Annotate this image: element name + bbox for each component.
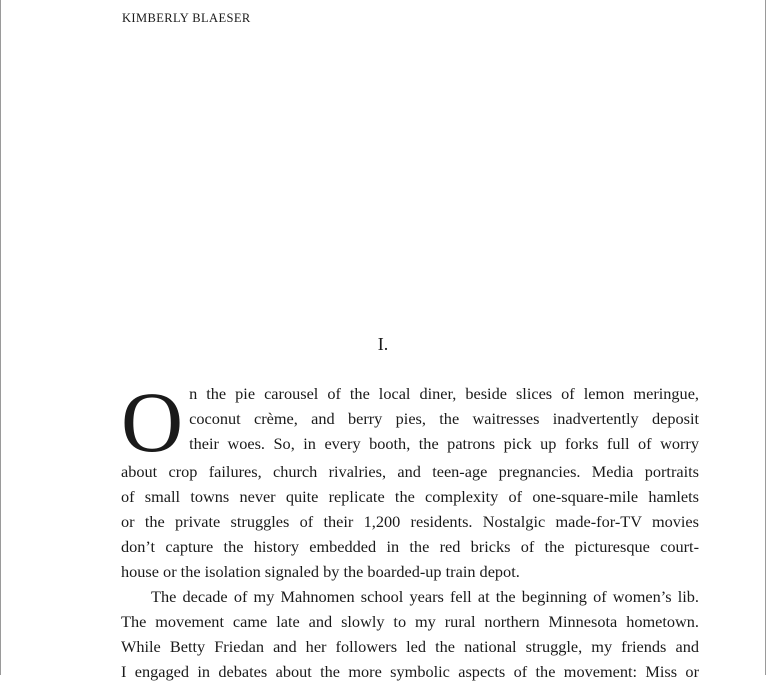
section-numeral: I. xyxy=(377,334,389,354)
text-line: their woes. So, in every booth, the patrons pick up forks full of worry xyxy=(189,434,699,453)
paragraph-1 xyxy=(121,374,699,584)
text-line: The movement came late and slowly to my rural northern Minnesota hometown. xyxy=(121,612,699,631)
text-line: about crop failures, church rivalries, and teen-age pregnancies. Media portraits xyxy=(121,462,699,481)
text-line: don’t capture the history embedded in the red bricks of the picturesque court- xyxy=(121,537,699,556)
text-line: The decade of my Mahnomen school years fell at the beginning of women’s lib. xyxy=(151,587,699,606)
text-line: n the pie carousel of the local diner, beside slices of lemon meringue, xyxy=(189,384,699,403)
paragraph-2 xyxy=(121,584,699,684)
text-line: house or the isolation signaled by the boarded-up train depot. xyxy=(121,562,520,581)
text-line: or the private struggles of their 1,200 residents. Nostalgic made-for-TV movies xyxy=(121,512,699,531)
drop-cap: O xyxy=(121,374,184,470)
text-line: of small towns never quite replicate the complexity of one-square-mile hamlets xyxy=(121,487,699,506)
text-line: coconut crème, and berry pies, the waitresses inadvertently deposit xyxy=(189,409,699,428)
running-head: KIMBERLY BLAESER xyxy=(122,11,251,25)
text-line: I engaged in debates about the more symbolic aspects of the movement: Miss or xyxy=(121,662,699,681)
body-text xyxy=(121,374,699,684)
text-line: While Betty Friedan and her followers led the national struggle, my friends and xyxy=(121,637,699,656)
